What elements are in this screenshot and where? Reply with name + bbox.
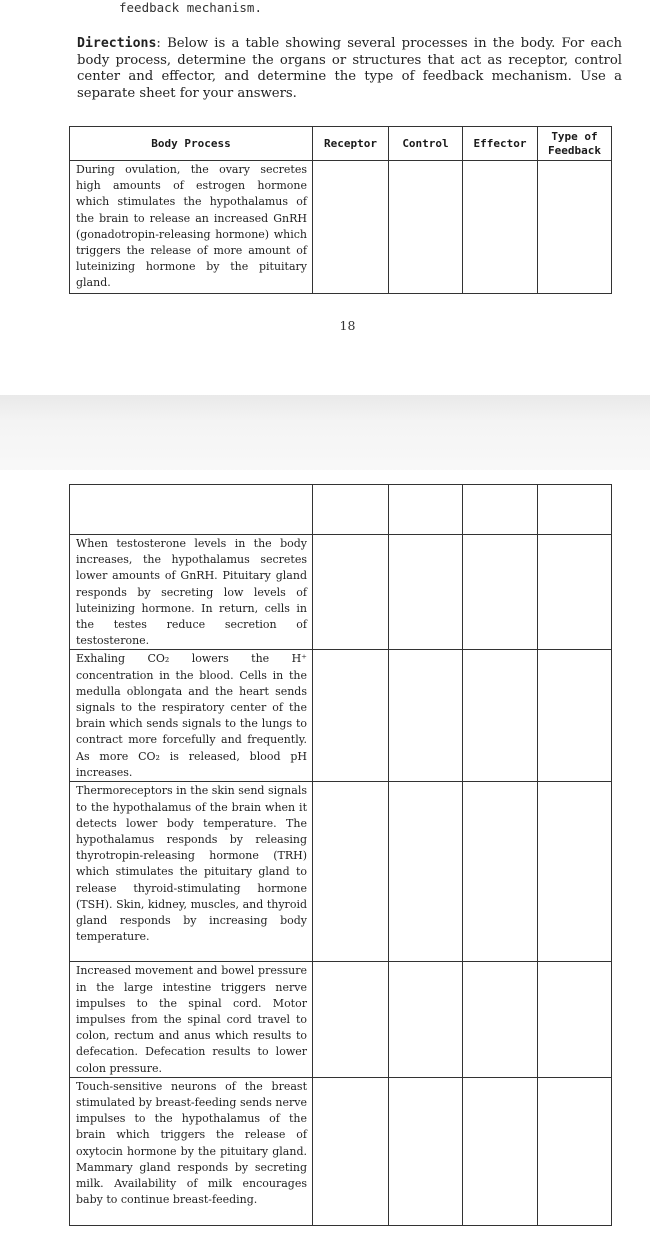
feedback-answer-cell[interactable] [538, 650, 612, 782]
body-process-cell: Exhaling CO₂ lowers the H⁺ concentration in the blood. Cells in the medulla oblongata and the heart sends signals to the respiratory center of the brain which sends signals to the lungs to contract more forcefully and frequently. As more CO₂ is released, blood pH increases. [70, 650, 313, 782]
header-receptor: Receptor [313, 127, 389, 161]
feedback-answer-cell[interactable] [538, 1077, 612, 1225]
body-process-cell: During ovulation, the ovary secretes high amounts of estrogen hormone which stimulates the hypothalamus of the brain to release an increased GnRH (gonadotropin-releasing hormone) which triggers the release of more amount of luteinizing hormone by the pituitary gland. [70, 161, 313, 294]
receptor-answer-cell[interactable] [313, 535, 389, 650]
page-top [0, 0, 650, 395]
effector-answer-cell[interactable] [463, 161, 538, 294]
directions-text: : Below is a table showing several processes in the body. For each body process, determine the organs or structures that act as receptor, control center and effector, and determine the type of feedback mechanism. Use a separate sheet for your answers. [77, 36, 622, 101]
table-row [70, 1077, 612, 1225]
receptor-answer-cell[interactable] [313, 161, 389, 294]
table-row [70, 782, 612, 962]
blank-cell [538, 485, 612, 535]
table-row [70, 535, 612, 650]
blank-cell [463, 485, 538, 535]
feedback-answer-cell[interactable] [538, 962, 612, 1077]
control-answer-cell[interactable] [389, 535, 463, 650]
directions-paragraph [77, 36, 622, 102]
header-effector: Effector [463, 127, 538, 161]
feedback-table [69, 126, 612, 294]
feedback-answer-cell[interactable] [538, 161, 612, 294]
feedback-table-continued [69, 484, 612, 1226]
body-process-cell: When testosterone levels in the body increases, the hypothalamus secretes lower amounts of GnRH. Pituitary gland responds by secreting low levels of luteinizing hormone. In return, cells in the testes reduce secretion of testosterone. [70, 535, 313, 650]
receptor-answer-cell[interactable] [313, 782, 389, 962]
effector-answer-cell[interactable] [463, 650, 538, 782]
page-number: 18 [339, 318, 356, 333]
effector-answer-cell[interactable] [463, 535, 538, 650]
header-body-process: Body Process [70, 127, 313, 161]
effector-answer-cell[interactable] [463, 1077, 538, 1225]
table-row [70, 962, 612, 1077]
control-answer-cell[interactable] [389, 1077, 463, 1225]
header-type-of-feedback: Type of Feedback [538, 127, 612, 161]
blank-cell [389, 485, 463, 535]
table-row [70, 161, 612, 294]
body-process-cell: Touch-sensitive neurons of the breast stimulated by breast-feeding sends nerve impulses to the hypothalamus of the brain which triggers the release of oxytocin hormone by the pituitary gland. Mammary gland responds by secreting milk. Availability of milk encourages baby to continue breast-feeding. [70, 1077, 313, 1225]
receptor-answer-cell[interactable] [313, 1077, 389, 1225]
blank-cell [313, 485, 389, 535]
control-answer-cell[interactable] [389, 161, 463, 294]
intro-fragment: feedback mechanism. [119, 0, 262, 15]
effector-answer-cell[interactable] [463, 962, 538, 1077]
control-answer-cell[interactable] [389, 782, 463, 962]
body-process-cell: Increased movement and bowel pressure in the large intestine triggers nerve impulses to the spinal cord. Motor impulses from the spinal cord travel to colon, rectum and anus which results to defecation. Defecation results to lower colon pressure. [70, 962, 313, 1077]
directions-label: Directions [77, 36, 157, 51]
blank-cell [70, 485, 313, 535]
body-process-cell: Thermoreceptors in the skin send signals to the hypothalamus of the brain when it detects lower body temperature. The hypothalamus responds by releasing thyrotropin-releasing hormone (TRH) which stimulates the pituitary gland to release thyroid-stimulating hormone (TSH). Skin, kidney, muscles, and thyroid gland responds by increasing body temperature. [70, 782, 313, 962]
control-answer-cell[interactable] [389, 962, 463, 1077]
receptor-answer-cell[interactable] [313, 962, 389, 1077]
blank-header-row [70, 485, 612, 535]
control-answer-cell[interactable] [389, 650, 463, 782]
feedback-answer-cell[interactable] [538, 782, 612, 962]
table-row [70, 650, 612, 782]
page-bottom [0, 470, 650, 1240]
receptor-answer-cell[interactable] [313, 650, 389, 782]
feedback-answer-cell[interactable] [538, 535, 612, 650]
header-control: Control [389, 127, 463, 161]
table-header-row [70, 127, 612, 161]
effector-answer-cell[interactable] [463, 782, 538, 962]
